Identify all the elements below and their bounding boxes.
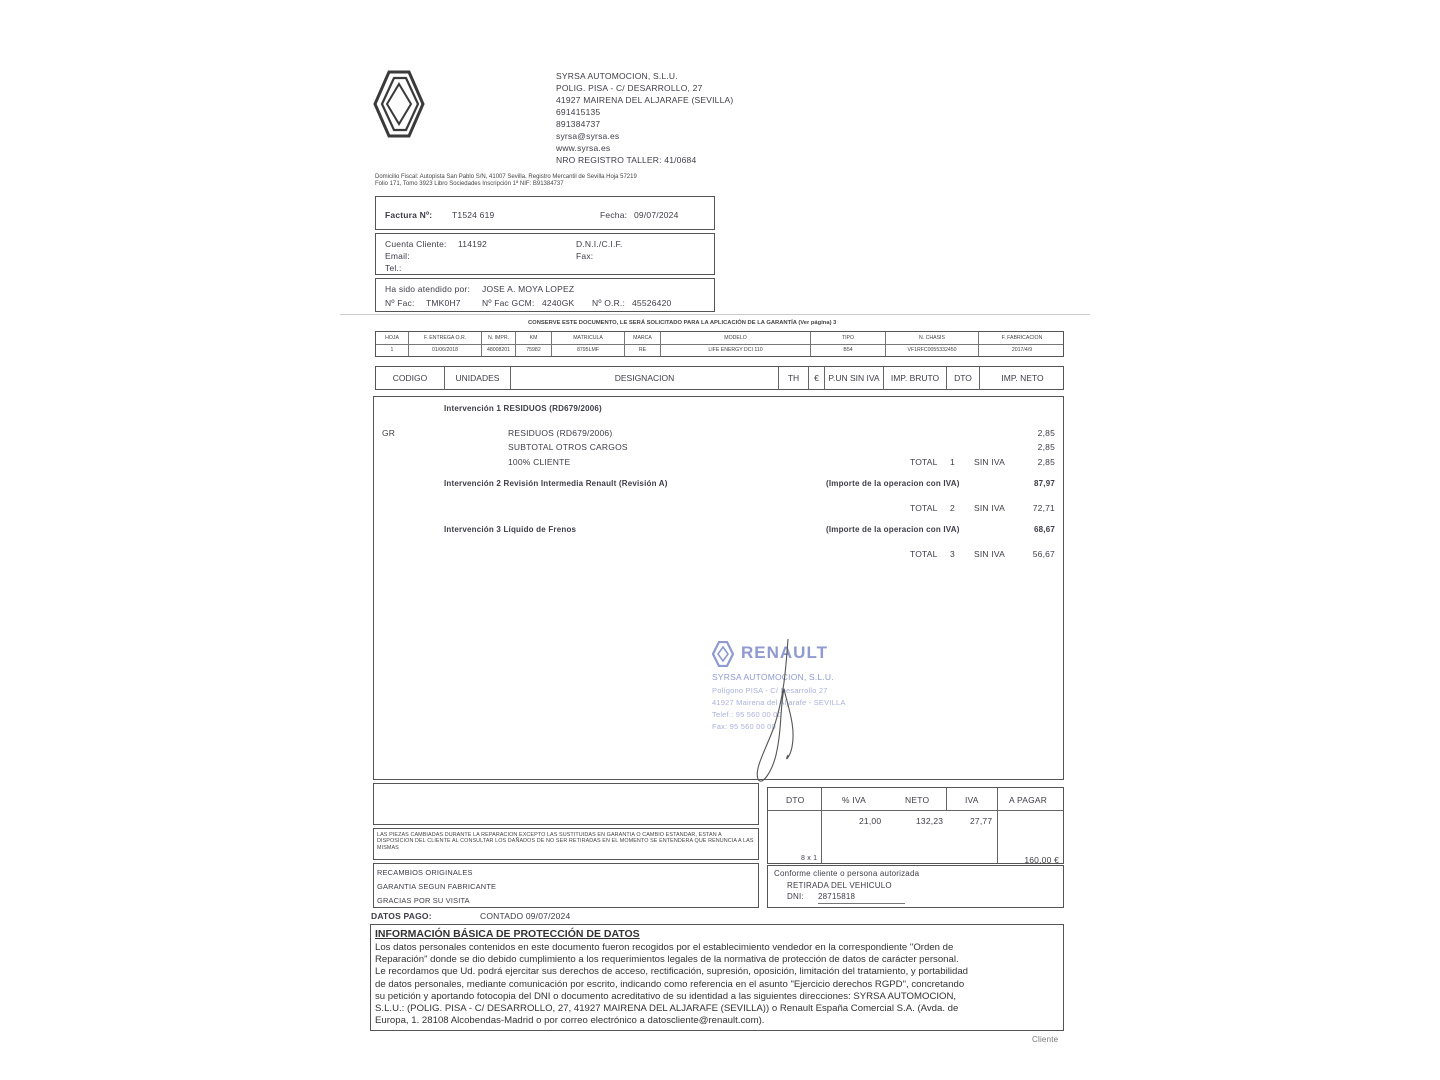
vehicle-value-4: 75982 xyxy=(516,344,552,356)
invoice-date-label: Fecha: xyxy=(600,210,628,220)
intervention-3-importe: 68,67 xyxy=(1033,525,1055,534)
vehicle-header-8: TIPO xyxy=(811,332,886,344)
or-value: 45526420 xyxy=(632,298,672,308)
intervention-3-sin-iva: SIN IVA xyxy=(974,549,1006,559)
column-header-bar xyxy=(375,366,1064,390)
invoice-number: T1524 619 xyxy=(452,210,495,220)
vehicle-value-1: 1 xyxy=(376,344,409,356)
privacy-line-5: su petición y aportando fotocopia del DNI o documento acreditativo de su identidad a las siguientes direcciones: SYRSA AUTOMOCION, xyxy=(375,990,957,1002)
attended-label: Ha sido atendido por: xyxy=(385,284,471,294)
company-header xyxy=(556,70,733,166)
totals-neto: 132,23 xyxy=(916,816,944,826)
vehicle-header-1: HOJA xyxy=(376,332,409,344)
stamp-line2: 41927 Mairena del Aljarafe - SEVILLA xyxy=(712,698,846,707)
client-account-label: Cuenta Cliente: xyxy=(385,239,447,249)
vehicle-header-7: MODELO xyxy=(661,332,811,344)
service-box xyxy=(375,278,715,312)
vehicle-header-3: N. IMPR. xyxy=(482,332,516,344)
fiscal-line2: Folio 171, Tomo 3923 Libro Sociedades Inscripción 1ª NIF: B91384737 xyxy=(375,181,564,187)
stamp-brand: RENAULT xyxy=(741,643,828,662)
intervention-3-total-no: 3 xyxy=(950,549,955,559)
privacy-title: INFORMACIÓN BÁSICA DE PROTECCIÓN DE DATOS xyxy=(375,928,640,940)
client-dni-label: D.N.I./C.I.F. xyxy=(576,239,623,249)
stamp-line1: Polígono PISA - C/ Desarrollo 27 xyxy=(712,686,828,695)
privacy-line-4: de datos personales, mediante comunicación por escrito, indicando como referencia en el asunto "Ejercicio derechos RGPD", concretando xyxy=(375,978,965,990)
stamp-line4: Fax: 95 560 00 00 xyxy=(712,722,776,731)
totals-a-pagar: 160,00 € xyxy=(1024,855,1059,865)
company-web: www.syrsa.es xyxy=(556,143,611,153)
client-box xyxy=(375,233,715,275)
fiscal-line1: Domicilio Fiscal: Autopista San Pablo S/N, 41007 Sevilla. Registro Mercantil de Sevilla Hoja 57219 xyxy=(375,174,637,180)
vehicle-header-2: F. ENTREGA O.R. xyxy=(409,332,482,344)
column-header-7: IMP. BRUTO xyxy=(884,367,947,389)
intervention-1-value-2: 2,85 xyxy=(1037,442,1055,452)
totals-iva: 27,77 xyxy=(970,816,993,826)
intervention-2-importe: 87,97 xyxy=(1033,479,1055,488)
conformity-label: Conforme cliente o persona autorizada xyxy=(774,869,920,878)
totals-header-dto: DTO xyxy=(786,795,805,805)
warranty-notice: CONSERVE ESTE DOCUMENTO, LE SERÁ SOLICITADO PARA LA APLICACIÓN DE LA GARANTÍA (Ver página) 3 xyxy=(528,320,837,326)
vehicle-table xyxy=(375,331,1064,357)
totals-iva-pct: 21,00 xyxy=(859,816,882,826)
note-3: GRACIAS POR SU VISITA xyxy=(377,896,470,905)
vehicle-header-10: F. FABRICACION xyxy=(1001,335,1043,341)
stamp-renault-icon xyxy=(712,641,734,667)
intervention-1-value-1: 2,85 xyxy=(1037,428,1055,438)
totals-header-iva-pct: % IVA xyxy=(842,795,866,805)
column-header-2: UNIDADES xyxy=(445,367,511,389)
vehicle-value-2: 01/06/2018 xyxy=(409,344,482,356)
company-fax: 891384737 xyxy=(556,119,601,129)
footer-copy-label: Cliente xyxy=(1032,1035,1059,1044)
client-fax-label: Fax: xyxy=(576,251,594,261)
vehicle-value-7: LIFE ENERGY DCI 110 xyxy=(661,344,811,356)
gcm-value: 4240GK xyxy=(542,298,575,308)
intervention-1-code: GR xyxy=(382,428,396,438)
intervention-2-total-value: 72,71 xyxy=(1032,503,1055,513)
intervention-3-total-value: 56,67 xyxy=(1032,549,1055,559)
company-address1: POLIG. PISA - C/ DESARROLLO, 27 xyxy=(556,83,703,93)
totals-qty: 8 x 1 xyxy=(801,855,818,862)
legal-parts-box xyxy=(373,828,759,860)
vehicle-value-8: B54 xyxy=(811,344,886,356)
stamp-line3: Telef.: 95 560 00 00 xyxy=(712,710,782,719)
vehicle-header-5: MATRICULA xyxy=(552,332,625,344)
vehicle-header-6: MARCA xyxy=(625,332,661,344)
conformity-dni: 28715818 xyxy=(818,891,905,904)
payment-label: DATOS PAGO: xyxy=(371,911,432,921)
privacy-line-3: Le recordamos que Ud. podrá ejercitar sus derechos de acceso, rectificación, supresión, oposición, limitación del tratamiento, y portabilidad xyxy=(375,966,968,978)
client-tel-label: Tel.: xyxy=(385,263,402,273)
notes-box xyxy=(373,863,759,908)
intervention-1-line-2: SUBTOTAL OTROS CARGOS xyxy=(508,442,628,452)
vehicle-values-row xyxy=(376,344,1063,356)
vehicle-value-10: 2017/4/9 xyxy=(1011,347,1033,353)
column-header-5: € xyxy=(809,367,825,389)
invoice-body xyxy=(373,396,1064,780)
fac-value: TMK0H7 xyxy=(426,298,461,308)
gcm-label: Nº Fac GCM: xyxy=(482,298,535,308)
column-header-9: IMP. NETO xyxy=(1001,373,1044,383)
totals-header-a-pagar: A PAGAR xyxy=(1009,795,1048,805)
intervention-1-title: Intervención 1 RESIDUOS (RD679/2006) xyxy=(444,404,602,413)
intervention-3-total-label: TOTAL xyxy=(910,549,938,559)
client-email-label: Email: xyxy=(385,251,410,261)
column-header-3: DESIGNACION xyxy=(511,367,779,389)
note-1: RECAMBIOS ORIGINALES xyxy=(377,868,473,877)
vehicle-value-6: RE xyxy=(625,344,661,356)
intervention-1-total-label: TOTAL xyxy=(910,457,938,467)
column-header-4: TH xyxy=(779,367,809,389)
totals-box xyxy=(767,787,1064,864)
company-phone: 691415135 xyxy=(556,107,601,117)
fiscal-info xyxy=(375,174,637,188)
company-email: syrsa@syrsa.es xyxy=(556,131,620,141)
intervention-1-line-1: RESIDUOS (RD679/2006) xyxy=(508,428,613,438)
conformity-retired: RETIRADA DEL VEHICULO xyxy=(787,881,892,890)
conformity-dni-label: DNI: xyxy=(787,892,804,901)
legal-parts-text: LAS PIEZAS CAMBIADAS DURANTE LA REPARACION EXCEPTO LAS SUSTITUIDAS EN GARANTIA O CAMBIO ESTANDAR, ESTAN A DISPOSICION DEL CLIENTE AL CONSULTAR LOS DAÑADOS DE NO SER RETIRADAS EN EL MOMENTO SE ENTENDERA QUE RENUNCIA A LAS MISMAS xyxy=(377,832,754,851)
fac-label: Nº Fac: xyxy=(385,298,415,308)
client-account: 114192 xyxy=(458,239,487,249)
intervention-2-total-label: TOTAL xyxy=(910,503,938,513)
column-header-6: P.UN SIN IVA xyxy=(825,367,884,389)
vehicle-value-5: 8795LMF xyxy=(552,344,625,356)
intervention-1-total-no: 1 xyxy=(950,457,955,467)
handwritten-signature-icon xyxy=(744,637,824,787)
invoice-number-box xyxy=(375,196,715,230)
blank-box xyxy=(373,783,759,825)
intervention-2-sin-iva: SIN IVA xyxy=(974,503,1006,513)
privacy-line-7: Europa, 1. 28108 Alcobendas-Madrid o por correo electrónico a datoscliente@renault.com). xyxy=(375,1015,765,1027)
privacy-line-1: Los datos personales contenidos en este documento fueron recogidos por el establecimiento vendedor en la correspondiente "Orden de xyxy=(375,942,954,953)
conformity-box xyxy=(767,865,1064,908)
totals-header-neto: NETO xyxy=(905,795,930,805)
intervention-2-total-no: 2 xyxy=(950,503,955,513)
stamp-company: SYRSA AUTOMOCION, S.L.U. xyxy=(712,672,834,682)
company-registry: NRO REGISTRO TALLER: 41/0684 xyxy=(556,155,697,165)
privacy-line-2: Reparación" donde se dio debido cumplimiento a los requerimientos legales de la normativa de protección de datos de carácter personal. xyxy=(375,954,959,966)
intervention-3-importe-label: (Importe de la operacion con IVA) xyxy=(826,525,960,534)
column-header-8: DTO xyxy=(947,367,980,389)
invoice-date: 09/07/2024 xyxy=(634,210,679,220)
vehicle-value-3: 48008201 xyxy=(482,344,516,356)
or-label: Nº O.R.: xyxy=(592,298,626,308)
column-header-1: CODIGO xyxy=(376,367,445,389)
totals-header-iva: IVA xyxy=(965,795,979,805)
intervention-1-value-3: 2,85 xyxy=(1037,457,1055,467)
attended-by: JOSE A. MOYA LOPEZ xyxy=(482,284,575,294)
vehicle-header-9: N. CHASIS xyxy=(886,332,979,344)
payment-value: CONTADO 09/07/2024 xyxy=(480,911,571,921)
company-name: SYRSA AUTOMOCION, S.L.U. xyxy=(556,71,678,81)
renault-logo-icon xyxy=(373,70,425,138)
vehicle-header-4: KM xyxy=(516,332,552,344)
intervention-1-sin-iva: SIN IVA xyxy=(974,457,1006,467)
intervention-2-importe-label: (Importe de la operacion con IVA) xyxy=(826,479,960,488)
invoice-number-label: Factura Nº: xyxy=(385,210,433,220)
intervention-2-title: Intervención 2 Revisión Intermedia Renault (Revisión A) xyxy=(444,479,668,488)
intervention-1-line-3: 100% CLIENTE xyxy=(508,457,571,467)
privacy-box xyxy=(370,924,1064,1031)
vehicle-value-9: VF1RFC0055332450 xyxy=(886,344,979,356)
separator-line xyxy=(340,314,1090,315)
intervention-3-title: Intervención 3 Líquido de Frenos xyxy=(444,525,577,534)
note-2: GARANTIA SEGUN FABRICANTE xyxy=(377,882,497,891)
privacy-line-6: S.L.U.: (POLIG. PISA - C/ DESARROLLO, 27, 41927 MAIRENA DEL ALJARAFE (SEVILLA)) o Renault España Comercial S.A. (Avda. de xyxy=(375,1003,959,1015)
company-address2: 41927 MAIRENA DEL ALJARAFE (SEVILLA) xyxy=(556,95,734,105)
